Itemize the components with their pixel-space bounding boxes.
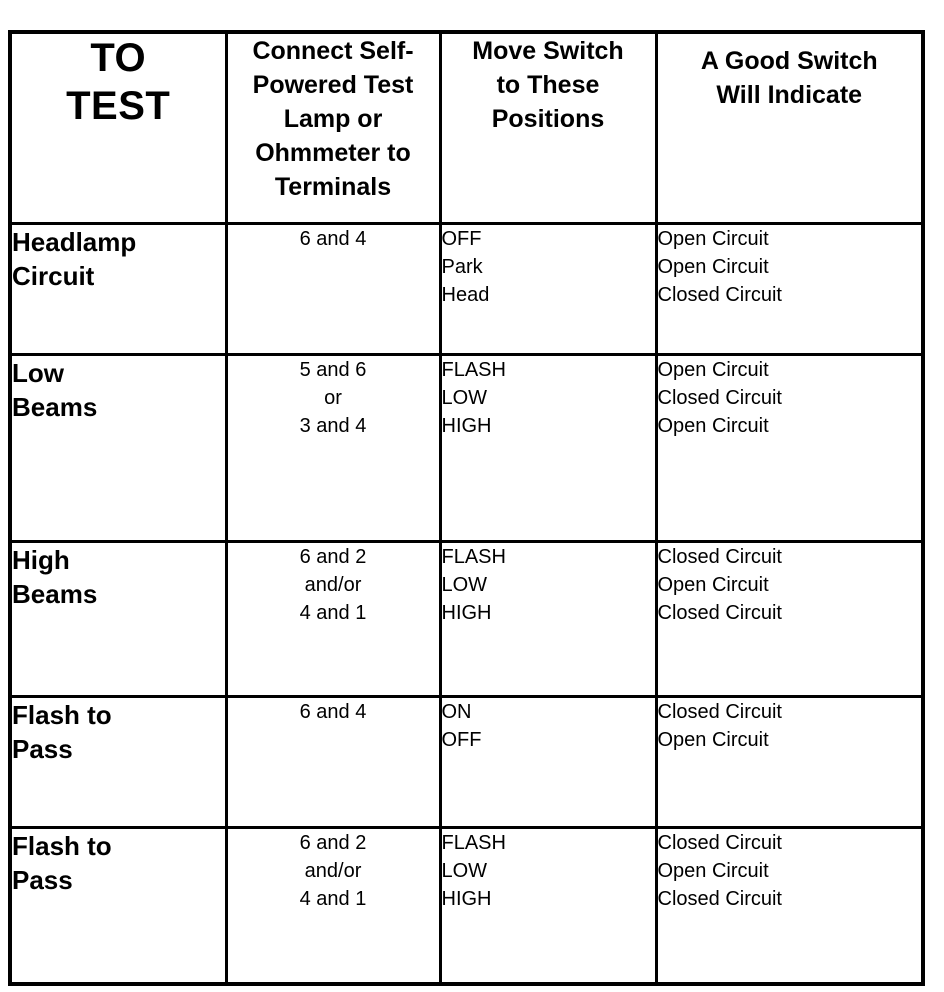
header-connect-line: Ohmmeter to <box>255 139 411 167</box>
position-line: FLASH <box>441 358 506 381</box>
header-connect-line: Terminals <box>274 173 392 201</box>
positions-cell <box>440 354 656 541</box>
test-name-cell <box>10 223 226 354</box>
table-row <box>10 696 923 827</box>
table-row <box>10 541 923 696</box>
terminals-line: or <box>324 386 342 409</box>
results-cell <box>656 223 923 354</box>
results-cell <box>656 354 923 541</box>
header-good-switch <box>656 32 923 223</box>
position-line: Park <box>441 255 483 278</box>
result-line: Open Circuit <box>657 227 769 250</box>
header-to-test-line: TO <box>90 36 147 80</box>
position-line: ON <box>441 700 472 723</box>
test-name-cell <box>10 354 226 541</box>
header-indicate-line: Will Indicate <box>716 81 863 109</box>
position-line: Head <box>441 283 490 306</box>
header-move-line: Positions <box>491 105 605 133</box>
result-line: Open Circuit <box>657 358 769 381</box>
terminals-line: 4 and 1 <box>299 887 367 910</box>
position-line: OFF <box>441 227 482 250</box>
header-connect-line: Connect Self- <box>252 37 414 65</box>
header-connect-terminals <box>226 32 440 223</box>
result-line: Open Circuit <box>657 573 769 596</box>
header-row <box>10 32 923 223</box>
terminals-line: and/or <box>304 573 362 596</box>
table-row <box>10 354 923 541</box>
test-name-line: Pass <box>12 733 73 764</box>
test-name-cell <box>10 696 226 827</box>
terminals-cell <box>226 541 440 696</box>
position-line: OFF <box>441 728 482 751</box>
test-name-line: Circuit <box>12 260 95 291</box>
test-name-line: Low <box>12 357 64 388</box>
test-name-line: Flash to <box>12 699 112 730</box>
header-indicate-line: A Good Switch <box>700 47 878 75</box>
terminals-cell <box>226 827 440 984</box>
result-line: Closed Circuit <box>657 601 782 624</box>
header-move-switch <box>440 32 656 223</box>
result-line: Open Circuit <box>657 728 769 751</box>
result-line: Closed Circuit <box>657 700 782 723</box>
terminals-line: 3 and 4 <box>299 414 367 437</box>
result-line: Closed Circuit <box>657 386 782 409</box>
position-line: HIGH <box>441 414 492 437</box>
result-line: Open Circuit <box>657 414 769 437</box>
switch-test-table <box>8 30 925 986</box>
result-line: Closed Circuit <box>657 887 782 910</box>
results-cell <box>656 541 923 696</box>
results-cell <box>656 696 923 827</box>
header-move-line: Move Switch <box>472 37 624 65</box>
positions-cell <box>440 827 656 984</box>
position-line: FLASH <box>441 545 506 568</box>
position-line: HIGH <box>441 601 492 624</box>
terminals-cell <box>226 223 440 354</box>
terminals-line: 6 and 4 <box>299 227 367 250</box>
position-line: LOW <box>441 859 488 882</box>
header-move-line: to These <box>496 71 600 99</box>
table-row <box>10 223 923 354</box>
terminals-line: 6 and 2 <box>299 545 367 568</box>
header-to-test-line: TEST <box>66 84 171 128</box>
test-name-line: Flash to <box>12 830 112 861</box>
test-name-line: Headlamp <box>12 226 137 257</box>
test-name-cell <box>10 827 226 984</box>
position-line: HIGH <box>441 887 492 910</box>
terminals-cell <box>226 354 440 541</box>
header-connect-line: Lamp or <box>283 105 383 133</box>
result-line: Open Circuit <box>657 859 769 882</box>
result-line: Closed Circuit <box>657 545 782 568</box>
result-line: Closed Circuit <box>657 831 782 854</box>
terminals-cell <box>226 696 440 827</box>
test-name-line: Beams <box>12 391 98 422</box>
position-line: LOW <box>441 573 488 596</box>
header-to-test <box>10 32 226 223</box>
test-name-line: Pass <box>12 864 73 895</box>
test-name-line: High <box>12 544 70 575</box>
results-cell <box>656 827 923 984</box>
result-line: Open Circuit <box>657 255 769 278</box>
test-name-line: Beams <box>12 578 98 609</box>
positions-cell <box>440 696 656 827</box>
position-line: LOW <box>441 386 488 409</box>
header-connect-line: Powered Test <box>252 71 414 99</box>
positions-cell <box>440 223 656 354</box>
terminals-line: 4 and 1 <box>299 601 367 624</box>
terminals-line: 6 and 4 <box>299 700 367 723</box>
test-name-cell <box>10 541 226 696</box>
position-line: FLASH <box>441 831 506 854</box>
terminals-line: 5 and 6 <box>299 358 367 381</box>
result-line: Closed Circuit <box>657 283 782 306</box>
table-row <box>10 827 923 984</box>
positions-cell <box>440 541 656 696</box>
terminals-line: 6 and 2 <box>299 831 367 854</box>
terminals-line: and/or <box>304 859 362 882</box>
